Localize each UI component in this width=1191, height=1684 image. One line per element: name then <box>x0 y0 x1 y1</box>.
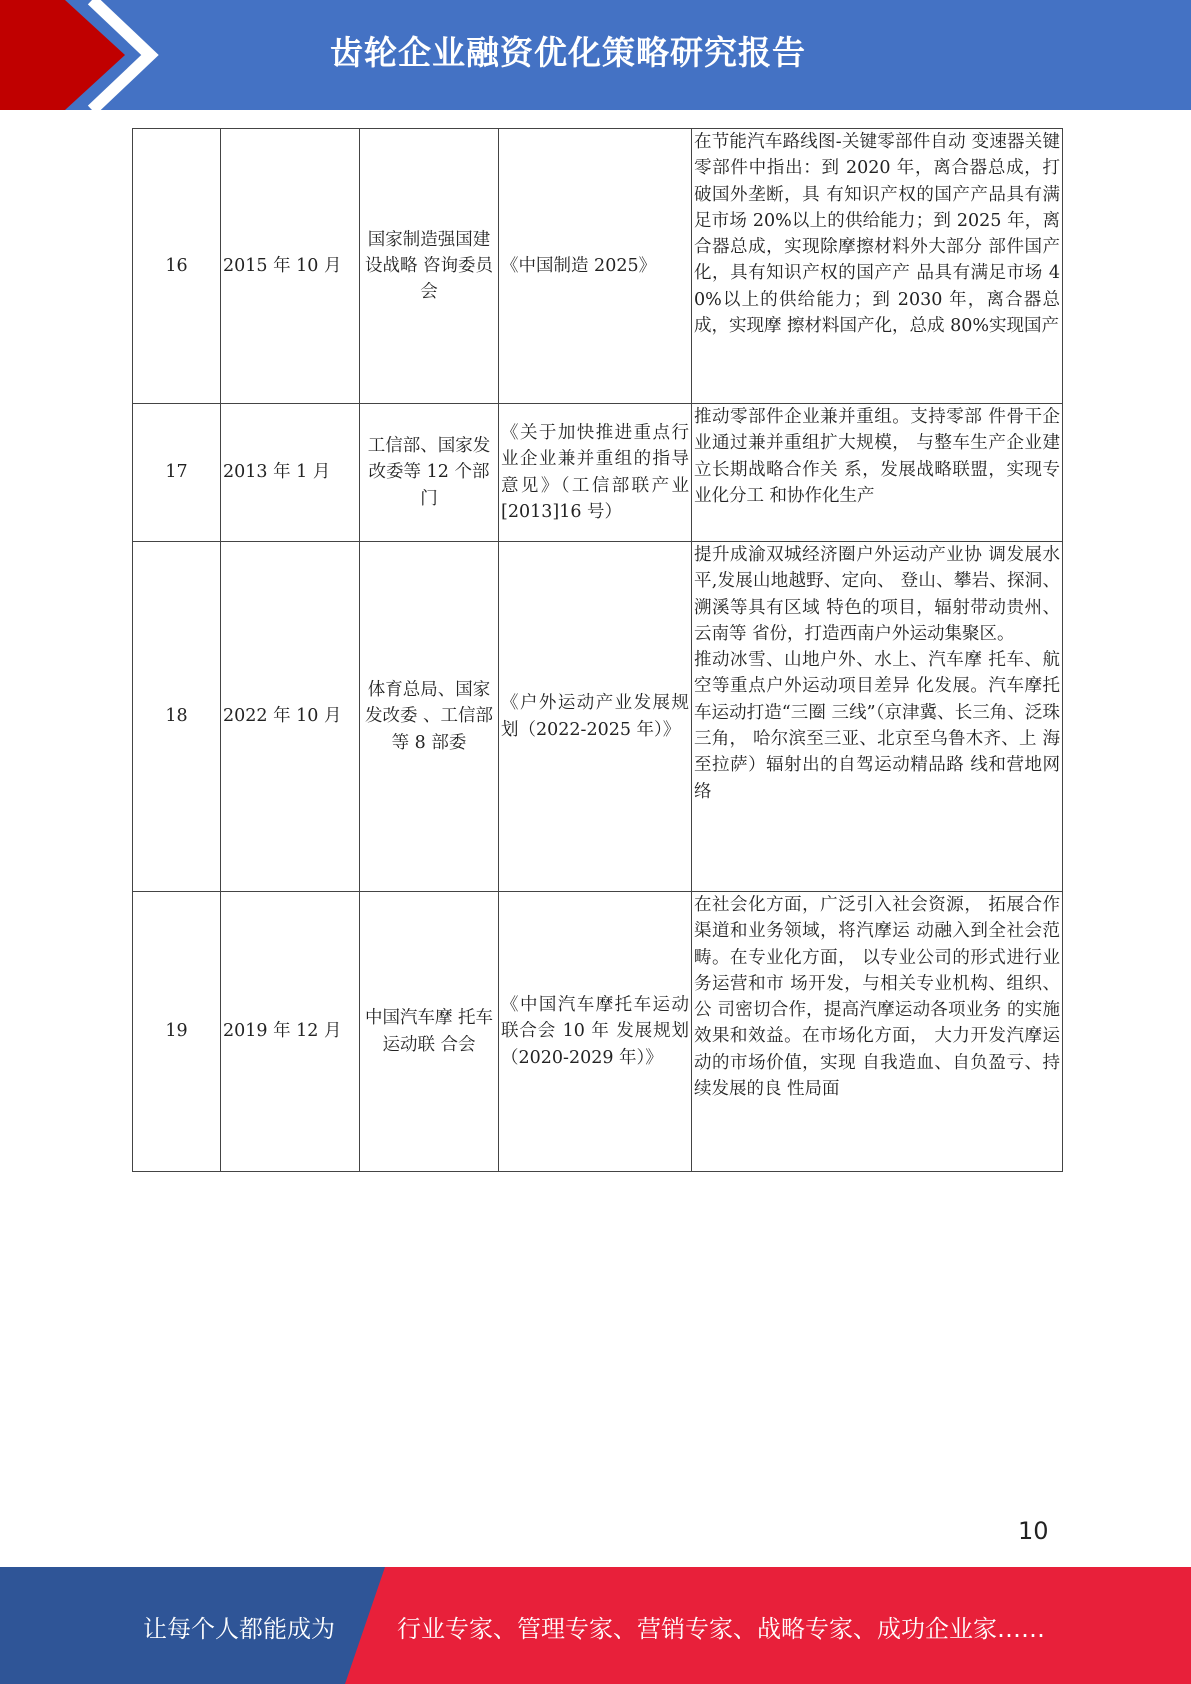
row-content: 提升成渝双城经济圈户外运动产业协 调发展水平,发展山地越野、定向、 登山、攀岩、探洞、溯溪等具有区域 特色的项目，辐射带动贵州、云南等 省份，打造西南户外运动集聚区。 推动冰雪、山地户外、水上、汽车摩 托车、航空等重点户外运动项目差异 化发展。汽车摩托车运动打造“三圈 三线”（京津冀、长三角、泛珠三角， 哈尔滨至三亚、北京至乌鲁木齐、上 海至拉萨）辐射出的自驾运动精品路 线和营地网络 <box>694 545 1060 802</box>
row-department: 中国汽车摩 托车运动联 合会 <box>360 892 499 1172</box>
page-header <box>0 0 1191 110</box>
row-department: 国家制造强国建设战略 咨询委员会 <box>360 129 499 404</box>
row-date: 2013 年 1 月 <box>221 404 360 542</box>
row-department: 体育总局、国家发改委 、工信部等 8 部委 <box>360 542 499 892</box>
footer-slogan-left: 让每个人都能成为 <box>143 1615 335 1643</box>
table-row <box>133 542 1063 892</box>
row-number: 18 <box>133 542 221 892</box>
table-row <box>133 892 1063 1172</box>
row-content: 推动零部件企业兼并重组。支持零部 件骨干企业通过兼并重组扩大规模， 与整车生产企业建立长期战略合作关 系，发展战略联盟，实现专业化分工 和协作化生产 <box>694 407 1060 506</box>
row-document: 《中国汽车摩托车运动联合会 10 年 发展规划 （2020-2029 年）》 <box>499 892 692 1172</box>
row-date: 2022 年 10 月 <box>221 542 360 892</box>
row-date: 2015 年 10 月 <box>221 129 360 404</box>
footer-slogan-right: 行业专家、管理专家、营销专家、战略专家、成功企业家…… <box>397 1615 1045 1643</box>
header-arrow-graphic <box>0 0 200 110</box>
row-department: 工信部、国家发改委等 12 个部门 <box>360 404 499 542</box>
page-footer <box>0 1567 1191 1684</box>
table-row <box>133 404 1063 542</box>
row-number: 16 <box>133 129 221 404</box>
row-content: 在节能汽车路线图-关键零部件自动 变速器关键零部件中指出：到 2020 年，离合器总成，打破国外垄断，具 有知识产权的国产产品具有满足市场 20%以上的供给能力；到 2025 年，离 合器总成，实现除摩擦材料外大部分 部件国产化，具有知识产权的国产产 品具有满足市场 40%以上的供给能力；到 2030 年，离合器总成，实现摩 擦材料国产化，总成 80%实现国产 <box>694 132 1060 337</box>
row-document: 《关于加快推进重点行业企业兼并重组的指导意见》（工信部联产业 [2013]16 号） <box>499 404 692 542</box>
row-document: 《户外运动产业发展规划（2022-2025 年）》 <box>499 542 692 892</box>
table-row <box>133 129 1063 404</box>
policy-table <box>132 128 1063 1172</box>
report-title: 齿轮企业融资优化策略研究报告 <box>330 33 806 72</box>
page-number: 10 <box>1018 1517 1049 1545</box>
row-number: 19 <box>133 892 221 1172</box>
row-date: 2019 年 12 月 <box>221 892 360 1172</box>
row-content: 在社会化方面，广泛引入社会资源， 拓展合作渠道和业务领域，将汽摩运 动融入到全社会范畴。在专业化方面， 以专业公司的形式进行业务运营和市 场开发，与相关专业机构、组织、公 司密切合作，提高汽摩运动各项业务 的实施效果和效益。在市场化方面， 大力开发汽摩运动的市场价值，实现 自我造血、自负盈亏、持续发展的良 性局面 <box>694 895 1060 1100</box>
row-document: 《中国制造 2025》 <box>499 129 692 404</box>
row-number: 17 <box>133 404 221 542</box>
